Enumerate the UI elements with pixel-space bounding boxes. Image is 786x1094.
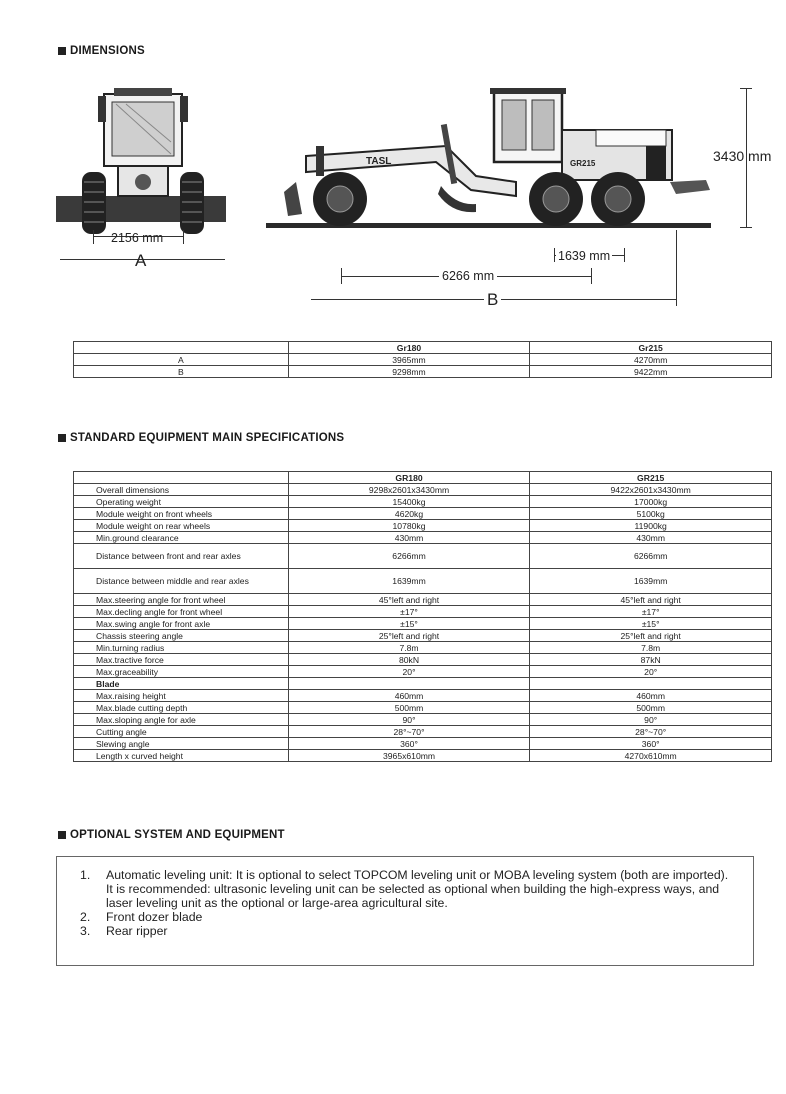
- spec-label: Max.sloping angle for axle: [74, 714, 289, 726]
- gr215-value: 45°left and right: [530, 594, 772, 606]
- gr180-value: 80kN: [288, 654, 530, 666]
- grader-side-view: [266, 86, 716, 231]
- gr215-value: 4270x610mm: [530, 750, 772, 762]
- gr180-value: 3965mm: [288, 354, 530, 366]
- square-bullet-icon: [58, 831, 66, 839]
- table-row: [74, 484, 772, 496]
- gr215-value: 17000kg: [530, 496, 772, 508]
- table-row: [74, 354, 772, 366]
- item-text: Automatic leveling unit: It is optional to select TOPCOM leveling unit or MOBA leveling system (both are imported). It is recommended: ultrasonic leveling unit can be selected as optional when building the high-express ways, and laser leveling unit as the optional or large-area agricultural site.: [106, 868, 729, 910]
- gr180-value: 9298mm: [288, 366, 530, 378]
- table-row: [74, 726, 772, 738]
- spec-label: Operating weight: [74, 496, 289, 508]
- front-track-label: 2156 mm: [111, 231, 164, 245]
- table-row: [74, 654, 772, 666]
- table-row: [74, 508, 772, 520]
- section-heading-optional: [58, 829, 285, 841]
- table-row: [74, 618, 772, 630]
- spec-label: Max.swing angle for front axle: [74, 618, 289, 630]
- spec-label: Distance between middle and rear axles: [74, 569, 289, 594]
- gr180-value: ±15°: [288, 618, 530, 630]
- spec-label: Chassis steering angle: [74, 630, 289, 642]
- table-header-row: [74, 342, 772, 354]
- spec-label: Max.blade cutting depth: [74, 702, 289, 714]
- list-item: [80, 868, 740, 910]
- gr180-value: 7.8m: [288, 642, 530, 654]
- table-row: [74, 714, 772, 726]
- section-heading-specs: [58, 432, 344, 444]
- section-title: OPTIONAL SYSTEM AND EQUIPMENT: [70, 829, 285, 841]
- gr215-value: 1639mm: [530, 569, 772, 594]
- gr180-value: 1639mm: [288, 569, 530, 594]
- gr180-value: 15400kg: [288, 496, 530, 508]
- gr215-value: 4270mm: [530, 354, 772, 366]
- list-item: [80, 910, 740, 924]
- gr180-value: ±17°: [288, 606, 530, 618]
- table-row: [74, 750, 772, 762]
- spec-label: Min.ground clearance: [74, 532, 289, 544]
- square-bullet-icon: [58, 47, 66, 55]
- spec-label: Module weight on rear wheels: [74, 520, 289, 532]
- gr215-value: 7.8m: [530, 642, 772, 654]
- spec-label: Max.graceability: [74, 666, 289, 678]
- grader-logo: TASL: [366, 156, 392, 167]
- gr215-value: 25°left and right: [530, 630, 772, 642]
- table-row: [74, 520, 772, 532]
- gr180-value: 3965x610mm: [288, 750, 530, 762]
- gr180-value: 9298x2601x3430mm: [288, 484, 530, 496]
- gr215-value: 430mm: [530, 532, 772, 544]
- spec-label: Length x curved height: [74, 750, 289, 762]
- gr180-value: 28°~70°: [288, 726, 530, 738]
- section-heading-dimensions: [58, 45, 145, 57]
- group-label: Blade: [74, 678, 289, 690]
- header-cell: Gr180: [288, 342, 530, 354]
- gr215-value: 9422x2601x3430mm: [530, 484, 772, 496]
- gr215-value: 460mm: [530, 690, 772, 702]
- gr180-value: 360°: [288, 738, 530, 750]
- gr180-value: 25°left and right: [288, 630, 530, 642]
- gr180-value: 6266mm: [288, 544, 530, 569]
- header-cell: GR180: [288, 472, 530, 484]
- table-row: [74, 738, 772, 750]
- spec-label: Cutting angle: [74, 726, 289, 738]
- dimension-letter-a: A: [135, 251, 147, 270]
- axle-gap-label: 1639 mm: [558, 249, 611, 263]
- spec-label: Module weight on front wheels: [74, 508, 289, 520]
- dimensions-table: [73, 341, 772, 378]
- gr215-value: 9422mm: [530, 366, 772, 378]
- table-header-row: [74, 472, 772, 484]
- gr215-value: 20°: [530, 666, 772, 678]
- gr215-value: 11900kg: [530, 520, 772, 532]
- gr215-value: 28°~70°: [530, 726, 772, 738]
- grader-front-view: [56, 84, 231, 234]
- header-cell: GR215: [530, 472, 772, 484]
- gr180-value: 460mm: [288, 690, 530, 702]
- row-label: A: [74, 354, 289, 366]
- table-row: [74, 594, 772, 606]
- gr180-value: 10780kg: [288, 520, 530, 532]
- table-row: [74, 496, 772, 508]
- header-cell: [74, 472, 289, 484]
- section-title: DIMENSIONS: [70, 45, 145, 57]
- list-item: [80, 924, 740, 938]
- spec-label: Slewing angle: [74, 738, 289, 750]
- gr180-value: 500mm: [288, 702, 530, 714]
- gr215-value: 6266mm: [530, 544, 772, 569]
- gr215-value: 500mm: [530, 702, 772, 714]
- table-row: [74, 630, 772, 642]
- specifications-table: [73, 471, 772, 762]
- row-label: B: [74, 366, 289, 378]
- table-row: [74, 366, 772, 378]
- gr180-value: 20°: [288, 666, 530, 678]
- spec-label: Distance between front and rear axles: [74, 544, 289, 569]
- section-title: STANDARD EQUIPMENT MAIN SPECIFICATIONS: [70, 432, 345, 444]
- spec-label: Max.raising height: [74, 690, 289, 702]
- item-text: Front dozer blade: [106, 910, 203, 924]
- gr215-value: [530, 678, 772, 690]
- gr180-value: 4620kg: [288, 508, 530, 520]
- spec-label: Min.turning radius: [74, 642, 289, 654]
- gr180-value: 430mm: [288, 532, 530, 544]
- gr180-value: 90°: [288, 714, 530, 726]
- table-row: [74, 690, 772, 702]
- gr215-value: ±15°: [530, 618, 772, 630]
- item-number: 2.: [80, 910, 91, 924]
- table-row: [74, 532, 772, 544]
- spec-label: Overall dimensions: [74, 484, 289, 496]
- item-number: 1.: [80, 868, 91, 882]
- dimension-letter-b: B: [484, 290, 501, 310]
- table-row: [74, 666, 772, 678]
- table-row: [74, 642, 772, 654]
- model-badge: GR215: [570, 159, 596, 168]
- gr180-value: 45°left and right: [288, 594, 530, 606]
- gr215-value: ±17°: [530, 606, 772, 618]
- gr215-value: 90°: [530, 714, 772, 726]
- table-row: [74, 702, 772, 714]
- height-label: 3430 mm: [713, 148, 772, 164]
- table-group-row: [74, 678, 772, 690]
- optional-equipment-list: [80, 868, 740, 938]
- square-bullet-icon: [58, 434, 66, 442]
- spec-label: Max.tractive force: [74, 654, 289, 666]
- gr215-value: 5100kg: [530, 508, 772, 520]
- table-row: [74, 569, 772, 594]
- item-number: 3.: [80, 924, 91, 938]
- header-cell: [74, 342, 289, 354]
- item-text: Rear ripper: [106, 924, 168, 938]
- spec-label: Max.steering angle for front wheel: [74, 594, 289, 606]
- gr180-value: [288, 678, 530, 690]
- gr215-value: 360°: [530, 738, 772, 750]
- axle-distance-label: 6266 mm: [439, 269, 497, 283]
- table-row: [74, 544, 772, 569]
- table-row: [74, 606, 772, 618]
- gr215-value: 87kN: [530, 654, 772, 666]
- spec-label: Max.decling angle for front wheel: [74, 606, 289, 618]
- header-cell: Gr215: [530, 342, 772, 354]
